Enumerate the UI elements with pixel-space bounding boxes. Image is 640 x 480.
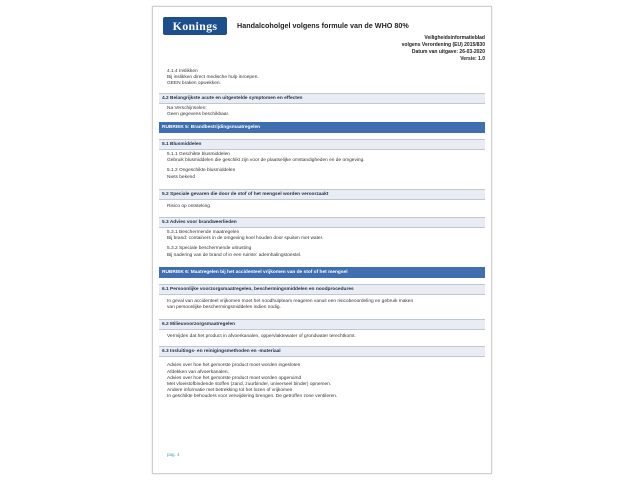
section-5-2-heading: 5.2 Speciale gevaren die door de stof of het mengsel worden veroorzaakt — [159, 189, 485, 200]
meta-line: Veiligheidsinformatieblad — [424, 35, 485, 41]
rubriek-5-heading: RUBRIEK 5: Brandbestrijdingsmaatregelen — [159, 122, 485, 133]
text-line: Advies over hoe het gemorste product moet worden opgeruimd — [167, 375, 302, 381]
text-line: Bij nadering van de brand of in een ruimte: ademhalingstoestel. — [167, 252, 302, 258]
company-logo: Konings — [163, 17, 227, 35]
section-4-1-4 — [159, 67, 485, 90]
subsection-title: 5.1.2 Ongeschikte blusmiddelen — [167, 168, 236, 174]
section-6-3-heading: 6.3 Insluitings- en reinigingsmethoden en -materiaal — [159, 346, 485, 357]
text-line: In geschikte behouders voor verwijdering brengen. De getroffen zone ventileren. — [167, 394, 338, 400]
section-6-1 — [159, 295, 485, 313]
text-line: Andere informatie met betrekking tot het lozen of vrijkomen — [167, 388, 293, 394]
subsection-title: 5.1.1 Geschikte blusmiddelen — [167, 152, 230, 158]
subsection-title: 4.1.4 Inslikken — [167, 69, 198, 74]
text-line: Niets bekend — [167, 174, 195, 180]
meta-line: Datum van uitgave: 26-03-2020 — [411, 49, 485, 55]
document-page — [152, 6, 492, 474]
meta-line: volgens Verordening (EU) 2015/830 — [401, 42, 485, 48]
document-header — [159, 13, 485, 69]
section-6-2-heading: 6.2 Milieuvoorzorgsmaatregelen — [159, 319, 485, 330]
section-6-1-heading: 6.1 Persoonlijke voorzorgsmaatregelen, beschermingsmiddelen en noodprocedures — [159, 284, 485, 295]
text-line: Advies over hoe het gemorste product moet worden ingesloten — [167, 363, 301, 369]
text-line: Met vloeistofbindende stoffen (zand, zuurbinder, universeel binder) opnemen. — [167, 382, 332, 388]
text-line: Vermijden dat het product in afvoerkanalen, oppervlaktewater of grondwater terechtkomt. — [167, 334, 356, 340]
section-5-2 — [159, 200, 485, 214]
text-line: GEEN braken opwekken. — [167, 81, 221, 87]
text-line: Geen gegevens beschikbaar. — [167, 111, 230, 117]
subsection-title: 5.3.2 Speciale beschermende uitrusting — [167, 246, 252, 252]
text-line: Risico op ontsteking — [167, 203, 210, 209]
text-line: In geval van accidenteel vrijkomen moet het noodhulpteam reageren vanuit een risicobeoordeling en gebruik maken — [167, 298, 414, 304]
section-5-1-heading: 5.1 Blusmiddelen — [159, 139, 485, 150]
text-line: van persoonlijke beschermingsmiddelen indien nodig. — [167, 305, 281, 311]
text-line: Na Verschijnselen: — [167, 105, 207, 111]
section-5-3 — [159, 228, 485, 261]
section-4-2-heading: 4.2 Belangrijkste acute en uitgestelde symptomen en effecten — [159, 93, 485, 104]
document-title: Handalcoholgel volgens formule van de WHO 80% — [237, 21, 409, 30]
section-6-2 — [159, 330, 485, 343]
rubriek-6-heading: RUBRIEK 6: Maatregelen bij het accidenteel vrijkomen van de stof of het mengsel — [159, 267, 485, 278]
section-5-1 — [159, 150, 485, 183]
subsection-title: 5.3.1 Beschermende maatregelen — [167, 230, 240, 236]
text-line: Bij inslikken direct medische hulp inroepen. — [167, 75, 259, 81]
text-line: Gebruik blusmiddelen die geschikt zijn voor de plaatselijke omstandigheden en de omgeving. — [167, 158, 365, 164]
text-line: Bij brand: containers in de omgeving koel houden door spuiten met water. — [167, 236, 324, 242]
page-number: pag. 4 — [167, 452, 180, 457]
meta-line: Versie: 1.0 — [460, 56, 485, 62]
section-5-3-heading: 5.3 Advies voor brandweerlieden — [159, 217, 485, 228]
text-line: Afdekken van afvoerkanalen. — [167, 369, 229, 375]
section-6-3 — [159, 357, 485, 402]
document-content — [159, 67, 485, 403]
document-meta — [402, 35, 485, 63]
section-4-2 — [159, 104, 485, 120]
